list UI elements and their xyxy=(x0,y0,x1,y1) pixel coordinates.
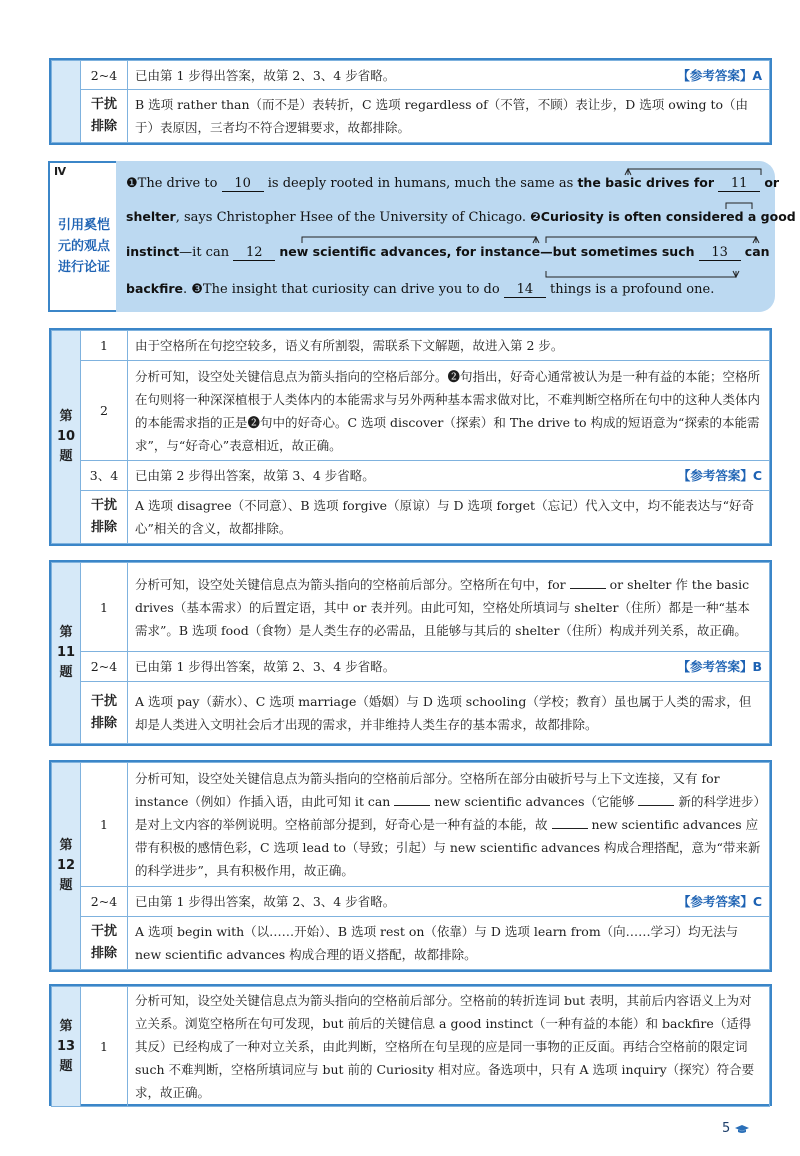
q12-underline-blank-1 xyxy=(394,793,430,806)
q10-distractor-text: A 选项 disagree（不同意）、B 选项 forgive（原谅）与 D 选项 forget（忘记）代入文中，均不能表达与“好奇心”相关的含义，故都排除。 xyxy=(128,491,770,544)
q12-step-1-text-c: 新的科学进步）是对上文内容的举例说明。空格前部分提到，好奇心是一种有益的本能，故 xyxy=(135,794,760,833)
q13-side-3: 题 xyxy=(59,1058,73,1074)
q12-step-1-cell xyxy=(128,763,770,887)
top-side-band xyxy=(52,61,81,143)
passage-block xyxy=(48,161,796,312)
q11-step-1-cell xyxy=(128,563,770,652)
q12-step-1-text-d: new scientific advances 应带有积极的感情色彩，C 选项 lead to（导致；引起）与 new scientific advances 构成合理搭配，意为“带来新的科学进步”，具有积极作用，故正确。 xyxy=(135,817,761,879)
passage-label-panel xyxy=(48,161,116,312)
q11-step-2-cell xyxy=(128,652,770,682)
q11-step-1: 1 xyxy=(81,563,128,652)
q12-step-2: 2~4 xyxy=(81,887,128,917)
q12-distractor-label xyxy=(81,917,128,970)
q10-side-3: 题 xyxy=(59,449,73,464)
q10-answer: 【参考答案】C xyxy=(677,468,762,484)
top-distractor-label xyxy=(81,90,128,143)
page-number: 5 xyxy=(722,1121,731,1136)
q12-underline-blank-3 xyxy=(552,816,588,829)
q12-step-1-text-b: new scientific advances（它能够 xyxy=(434,794,635,810)
q12-side-label xyxy=(52,763,81,970)
q10-distractor-label-2: 排除 xyxy=(90,520,117,536)
blank-12: 12 xyxy=(233,245,275,261)
q11-side-label xyxy=(52,563,81,744)
q11-side-2: 11 xyxy=(56,645,76,660)
blank-14: 14 xyxy=(504,282,546,298)
passage-line1-bold: the basic drives for xyxy=(577,175,715,190)
q10-step-2: 2 xyxy=(81,361,128,461)
q12-distractor-label-1: 干扰 xyxy=(90,924,117,940)
q10-side-label xyxy=(52,331,81,544)
q13-side-2: 13 xyxy=(56,1038,76,1054)
q11-step-2-text: 已由第 1 步得出答案，故第 2、3、4 步省略。 xyxy=(135,659,396,675)
q12-underline-blank-2 xyxy=(638,793,674,806)
graduation-cap-icon xyxy=(734,1124,750,1134)
q12-step-2-cell xyxy=(128,887,770,917)
passage-line1-b: is deeply rooted in humans, much the same as xyxy=(267,176,574,191)
q11-underline-blank xyxy=(570,576,606,589)
q10-step-1: 1 xyxy=(81,331,128,361)
q10-step-3-cell xyxy=(128,461,770,491)
q12-side-2: 12 xyxy=(56,858,76,873)
q12-side-3: 题 xyxy=(59,878,73,893)
q10-side-2: 10 xyxy=(56,429,76,444)
q11-step-1-text-a: 分析可知，设空处关键信息点为箭头指向的空格前后部分。空格所在句中，for xyxy=(135,576,566,592)
blank-11: 11 xyxy=(718,176,760,192)
q13-side-1: 第 xyxy=(59,1018,73,1034)
q13-step-1: 1 xyxy=(81,987,128,1107)
q11-side-3: 题 xyxy=(59,665,73,680)
q12-step-1-text-a: 分析可知，设空处关键信息点为箭头指向的空格前后部分。空格所在部分由破折号与上下文连接，又有 for instance（例如）作插入语，由此可知 it can xyxy=(135,771,720,810)
passage-line2-bold: ❷Curiosity is often considered a good xyxy=(530,209,796,224)
passage-text-panel xyxy=(116,161,796,312)
q10-distractor-label-1: 干扰 xyxy=(90,498,117,514)
question-12-block xyxy=(49,760,772,972)
q12-distractor-text: A 选项 begin with（以……开始）、B 选项 rest on（依靠）与 D 选项 learn from（向……学习）均无法与 new scientific advances 构成合理的语义搭配，故都排除。 xyxy=(128,917,770,970)
passage-line1-a: ❶The drive to xyxy=(126,176,218,191)
q10-step-1-text: 由于空格所在句挖空较多，语义有所割裂，需联系下文解题，故进入第 2 步。 xyxy=(128,331,770,361)
q11-distractor-label xyxy=(81,682,128,744)
question-10-block xyxy=(49,328,772,546)
passage-line4-b: things is a profound one. xyxy=(550,282,715,297)
q11-distractor-text: A 选项 pay（薪水）、C 选项 marriage（婚姻）与 D 选项 schooling（学校；教育）虽也属于人类的需求，但却是人类进入文明社会后才出现的需求，并非维持人类生存的基本需求，故都排除。 xyxy=(128,682,770,744)
passage-line4-a: . ❸The insight that curiosity can drive you to do xyxy=(183,282,500,297)
q12-step-1: 1 xyxy=(81,763,128,887)
passage-label-line3: 进行论证 xyxy=(57,260,110,275)
passage-roman-numeral: Ⅳ xyxy=(54,165,67,178)
passage-label-line1: 引用奚恺 xyxy=(57,218,110,233)
passage-method-label xyxy=(56,215,112,278)
q13-side-label xyxy=(52,987,81,1107)
blank-10: 10 xyxy=(222,176,264,192)
q11-distractor-label-2: 排除 xyxy=(90,715,117,731)
top-answer: 【参考答案】A xyxy=(677,67,762,83)
top-step-label: 2~4 xyxy=(81,61,128,90)
q10-distractor-label xyxy=(81,491,128,544)
passage-line4-backfire: backfire xyxy=(126,281,184,296)
question-11-block xyxy=(49,560,772,746)
passage-line-2 xyxy=(126,209,796,225)
q11-answer: 【参考答案】B xyxy=(677,659,762,675)
question-13-block xyxy=(49,984,772,1106)
passage-line2-shelter: shelter xyxy=(126,209,176,224)
q10-step-2-text: 分析可知，设空处关键信息点为箭头指向的空格后部分。❷句指出，好奇心通常被认为是一种有益的本能；空格所在句则将一种深深植根于人类体内的本能需求与另外两种基本需求做对比，不难判断空格所在句中的这种人类体内的本能需求指的正是❷句中的好奇心。C 选项 discover（探索）和 The drive to 构成的短语意为“探索的本能需求”，与“好奇心”表意相近，故正确。 xyxy=(128,361,770,461)
passage-line-4 xyxy=(126,281,714,298)
q10-side-1: 第 xyxy=(59,409,73,424)
top-step-text xyxy=(128,61,770,90)
passage-line3-instinct: instinct xyxy=(126,244,180,259)
top-distractor-label-1: 干扰 xyxy=(90,97,117,113)
passage-line-3 xyxy=(126,244,770,261)
q13-step-1-text: 分析可知，设空处关键信息点为箭头指向的空格前后部分。空格前的转折连词 but 表明，其前后内容语义上为对立关系。浏览空格所在句可发现，but 前后的关键信息 a good instinct（一种有益的本能）和 backfire（适得其反）已经构成了一种对立关系，由此判断，空格所在句呈现的应是同一事物的正反面。再结合空格前的限定词 such 不难判断，空格所填词应与 but 前的 Curiosity 相对应。备选项中，只有 A 选项 inquiry（探究）符合要求，故正确。 xyxy=(128,987,770,1107)
passage-line1-or: or xyxy=(764,175,780,190)
top-distractor-text: B 选项 rather than（而不是）表转折，C 选项 regardless of（不管，不顾）表让步，D 选项 owing to（由于）表原因，三者均不符合逻辑要求，故都排除。 xyxy=(128,90,770,143)
q12-distractor-label-2: 排除 xyxy=(90,946,117,962)
q10-step-3-text: 已由第 2 步得出答案，故第 3、4 步省略。 xyxy=(135,468,375,484)
passage-line2-a: , says Christopher Hsee of the University of Chicago. xyxy=(175,210,527,225)
q11-side-1: 第 xyxy=(59,625,73,640)
q11-step-1-text-b: or shelter 作 the basic drives（基本需求）的后置定语，其中 or 表并列。由此可知，空格处所填词与 shelter（住所）都是一种“基本需求”。B 选项 food（食物）是人类生存的必需品，且能够与其后的 shelter（住所）构成并列关系，故正确。 xyxy=(135,576,750,638)
top-step-content: 已由第 1 步得出答案，故第 2、3、4 步省略。 xyxy=(135,67,396,83)
q11-distractor-label-1: 干扰 xyxy=(90,693,117,709)
top-distractor-label-2: 排除 xyxy=(90,119,117,135)
top-analysis-block xyxy=(49,58,772,145)
passage-label-line2: 元的观点 xyxy=(57,239,110,254)
q10-step-3: 3、4 xyxy=(81,461,128,491)
passage-line3-a: —it can xyxy=(179,245,230,260)
q12-step-2-text: 已由第 1 步得出答案，故第 2、3、4 步省略。 xyxy=(135,894,396,910)
q12-answer: 【参考答案】C xyxy=(677,894,762,910)
blank-13: 13 xyxy=(699,245,741,261)
q12-side-1: 第 xyxy=(59,838,73,853)
passage-line3-bold: new scientific advances, for instance—but sometimes such xyxy=(279,244,695,259)
passage-line-1 xyxy=(126,175,779,192)
q11-step-2: 2~4 xyxy=(81,652,128,682)
passage-line3-can: can xyxy=(744,244,770,259)
